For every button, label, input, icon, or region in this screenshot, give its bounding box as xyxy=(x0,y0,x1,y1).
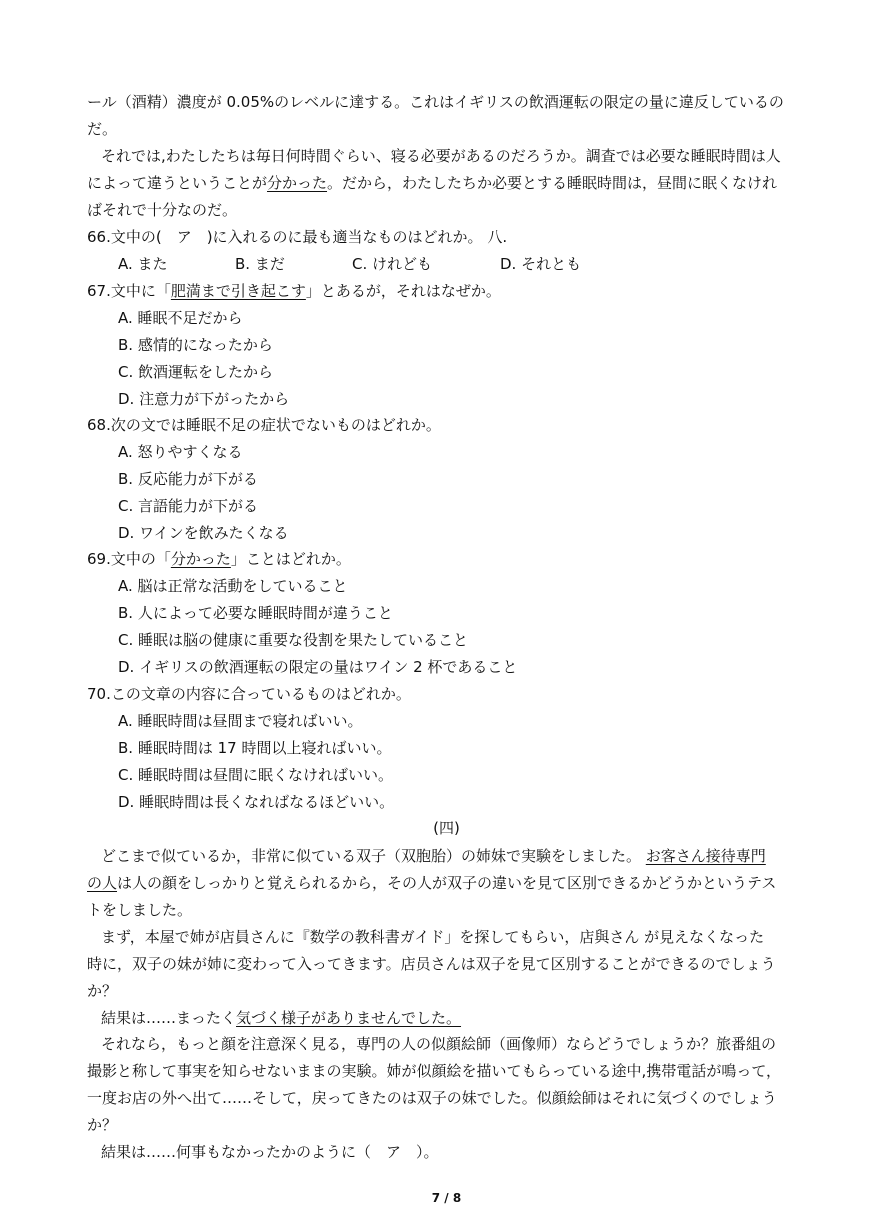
q70-option-a: A. 睡眠時間は昼間まで寝ればいい。 xyxy=(118,712,363,730)
q68-option-c: C. 言語能力が下がる xyxy=(118,497,259,515)
s4-p3-pre: 結果は……まったく xyxy=(101,1009,237,1027)
paragraph1-line2: だ。 xyxy=(87,120,118,138)
section4-p1-line2 xyxy=(87,873,817,893)
q70-option-d: D. 睡眠時間は長くなればなるほどいい。 xyxy=(118,793,395,811)
q67-option-d: D. 注意力が下がったから xyxy=(118,390,290,408)
question-67-stem xyxy=(87,281,817,301)
s4-p1-underlined-a: お客さん接待専門 xyxy=(645,847,766,865)
section4-p2-line1: まず，本屋で姉が店員さんに『数学の教科書ガイド」を探してもらい，店與さん が見えなくなった xyxy=(101,928,765,946)
q69-stem-underlined: 分かった xyxy=(170,550,231,568)
q67-option-a: A. 睡眠不足だから xyxy=(118,309,243,327)
q69-option-c: C. 睡眠は脳の健康に重要な役割を果たしていること xyxy=(118,631,469,649)
q67-stem-underlined: 肥満まで引き起こす xyxy=(170,282,306,300)
q69-stem-pre: 69.文中の「 xyxy=(87,550,171,568)
s4-p3-underlined: 気づく様子がありませんでした。 xyxy=(236,1009,462,1027)
q69-stem-post: 」ことはどれか。 xyxy=(230,550,351,568)
section4-p2-line3: か？ xyxy=(87,982,118,1000)
q67-option-b: B. 感情的になったから xyxy=(118,336,273,354)
s4-p1-line2-post: は人の顔をしっかりと覚えられるから，その人が双子の違いを見て区別できるかどうかというテス xyxy=(117,874,777,892)
q68-option-b: B. 反応能力が下がる xyxy=(118,470,258,488)
q66-option-c: C. けれども xyxy=(352,255,433,273)
q68-option-a: A. 怒りやすくなる xyxy=(118,443,243,461)
section4-p4-line3: 一度お店の外へ出て……そして，戻ってきたのは双子の妹でした。似顔絵師はそれに気づくのでしょう xyxy=(87,1089,777,1107)
q69-option-a: A. 脳は正常な活動をしていること xyxy=(118,577,348,595)
section4-p1-line3: トをしました。 xyxy=(87,901,193,919)
question-70-stem: 70.この文章の内容に合っているものはどれか。 xyxy=(87,685,411,703)
section4-p4-line1: それなら，もっと顔を注意深く見る，専門の人の似顔絵師（画像师）ならどうでしょうか？旅番組の xyxy=(101,1035,777,1053)
paragraph2-line2 xyxy=(87,173,817,193)
section4-p2-line2: 時に，双子の妹が姉に変わって入ってきます。店员さんは双子を見て区別することができるのでしょう xyxy=(87,955,776,973)
q67-option-c: C. 飲酒運転をしたから xyxy=(118,363,274,381)
underlined-wakatta: 分かった xyxy=(267,174,328,192)
page-number: 7 / 8 xyxy=(431,1191,462,1205)
q66-option-b: B. まだ xyxy=(235,255,285,273)
paragraph2-line2-pre: によって違うということが xyxy=(87,174,268,192)
s4-p1-underlined-b: の人 xyxy=(87,874,118,892)
q69-option-d: D. イギリスの飲酒運転の限定の量はワイン 2 杯であること xyxy=(118,658,518,676)
q67-stem-post: 」とあるが，それはなぜか。 xyxy=(305,282,501,300)
q68-option-d: D. ワインを飲みたくなる xyxy=(118,524,289,542)
paragraph2-line2-post: 。だから，わたしたちか必要とする睡眠時間は，昼間に眠くなけれ xyxy=(327,174,778,192)
section-heading: (四) xyxy=(433,819,460,837)
question-68-stem: 68.次の文では睡眠不足の症状でないものはどれか。 xyxy=(87,416,441,434)
paragraph2-line3: ばそれで十分なのだ。 xyxy=(87,201,238,219)
section4-p4-line2: 撮影と称して事実を知らせないままの実験。姉が似顔絵を描いてもらっている途中,携帯電話が鳴って， xyxy=(87,1062,782,1080)
q69-option-b: B. 人によって必要な睡眠時間が違うこと xyxy=(118,604,393,622)
question-66-stem: 66.文中の( ア )に入れるのに最も適当なものはどれか。 八. xyxy=(87,228,508,246)
q66-option-d: D. それとも xyxy=(500,255,582,273)
q66-option-a: A. また xyxy=(118,255,168,273)
question-69-stem xyxy=(87,549,817,569)
paragraph1-line1: ール（酒精）濃度が 0.05%のレベルに達する。これはイギリスの飲酒運転の限定の量に違反しているの xyxy=(87,93,784,111)
section4-p4-line4: か？ xyxy=(87,1116,118,1134)
section4-p5: 結果は……何事もなかったかのように（ ア ）。 xyxy=(101,1143,439,1161)
q67-stem-pre: 67.文中に「 xyxy=(87,282,171,300)
q70-option-c: C. 睡眠時間は昼間に眠くなければいい。 xyxy=(118,766,394,784)
paragraph2-line1: それでは,わたしたちは毎日何時間ぐらい、寝る必要があるのだろうか。調査では必要な睡眠時間は人 xyxy=(101,147,781,165)
question-66-options xyxy=(118,254,818,274)
section4-p1-line1 xyxy=(101,846,831,866)
section4-p3 xyxy=(101,1008,831,1028)
s4-p1-pre: どこまで似ているか，非常に似ている双子（双胞胎）の姉妹で実験をしました。 xyxy=(101,847,646,865)
q70-option-b: B. 睡眠時間は 17 時間以上寝ればいい。 xyxy=(118,739,392,757)
